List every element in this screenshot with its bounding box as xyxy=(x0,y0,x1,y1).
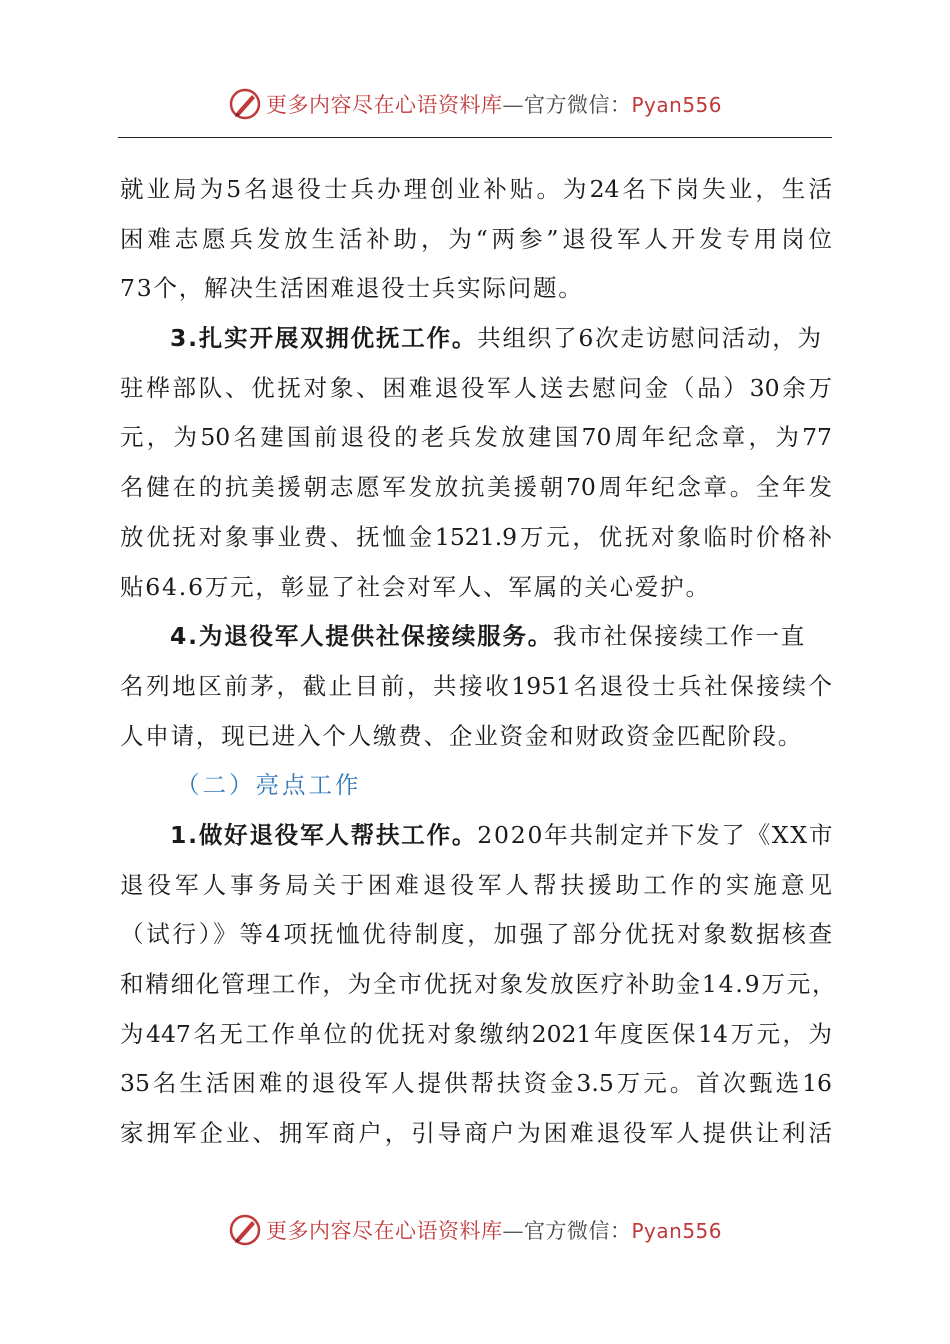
header-wechat-id: Pyan556 xyxy=(631,93,722,117)
body-line: 元，为50名建国前退役的老兵发放建国70周年纪念章，为77 xyxy=(120,423,832,452)
body-line: 退役军人事务局关于困难退役军人帮扶援助工作的实施意见 xyxy=(120,870,832,899)
header-divider xyxy=(118,137,832,138)
pen-logo-icon xyxy=(228,1213,262,1247)
body-line: 放优抚对象事业费、抚恤金1521.9万元，优抚对象临时价格补 xyxy=(120,522,832,551)
paragraph-heading: 1.做好退役军人帮扶工作。 xyxy=(170,820,478,849)
paragraph-heading: 4.为退役军人提供社保接续服务。 xyxy=(170,622,554,651)
body-line: 人申请，现已进入个人缴费、企业资金和财政资金匹配阶段。 xyxy=(120,721,804,750)
footer-wechat-label: 官方微信： xyxy=(523,1219,632,1243)
body-line: 名健在的抗美援朝志愿军发放抗美援朝70周年纪念章。全年发 xyxy=(120,473,832,502)
body-line: 贴64.6万元，彰显了社会对军人、军属的关心爱护。 xyxy=(120,572,711,601)
body-line: 驻桦部队、优抚对象、困难退役军人送去慰问金（品）30余万 xyxy=(120,373,832,402)
body-line: （试行）》等4项抚恤优待制度，加强了部分优抚对象数据核查 xyxy=(120,920,832,949)
body-line: 73个，解决生活困难退役士兵实际问题。 xyxy=(120,274,584,303)
paragraph-first-line xyxy=(120,612,832,662)
footer-banner xyxy=(0,1210,950,1250)
body-line: 家拥军企业、拥军商户，引导商户为困难退役军人提供让利活 xyxy=(120,1119,832,1148)
header-text xyxy=(266,89,722,119)
footer-text xyxy=(266,1215,722,1245)
paragraph-heading: 3.扎实开展双拥优抚工作。 xyxy=(170,324,478,353)
body-line: 困难志愿兵发放生活补助，为“两参”退役军人开发专用岗位 xyxy=(120,224,832,253)
pen-logo-icon xyxy=(228,87,262,121)
body-text: 共组织了6次走访慰问活动，为 xyxy=(477,324,823,353)
header-site: 更多内容尽在心语资料库 xyxy=(265,93,503,117)
body-text: 我市社保接续工作一直 xyxy=(553,622,807,651)
body-line: 就业局为5名退役士兵办理创业补贴。为24名下岗失业，生活 xyxy=(120,175,832,203)
paragraph-first-line xyxy=(120,314,832,364)
body-line: 名列地区前茅，截止目前，共接收1951名退役士兵社保接续个 xyxy=(120,671,832,700)
paragraph-first-line xyxy=(120,811,835,861)
body-line: 为447名无工作单位的优抚对象缴纳2021年度医保14万元，为 xyxy=(120,1019,832,1048)
footer-separator: — xyxy=(502,1219,524,1243)
body-line: 和精细化管理工作，为全市优抚对象发放医疗补助金14.9万元， xyxy=(120,970,838,998)
header-separator: — xyxy=(502,93,524,117)
header-wechat-label: 官方微信： xyxy=(523,93,632,117)
section-title: （二）亮点工作 xyxy=(176,771,362,800)
footer-site: 更多内容尽在心语资料库 xyxy=(265,1219,503,1243)
body-text: 2020年共制定并下发了《XX市 xyxy=(477,820,835,849)
document-body xyxy=(120,165,838,1159)
header-banner xyxy=(0,84,950,124)
footer-wechat-id: Pyan556 xyxy=(631,1219,722,1243)
body-line: 35名生活困难的退役军人提供帮扶资金3.5万元。首次甄选16 xyxy=(120,1069,832,1098)
